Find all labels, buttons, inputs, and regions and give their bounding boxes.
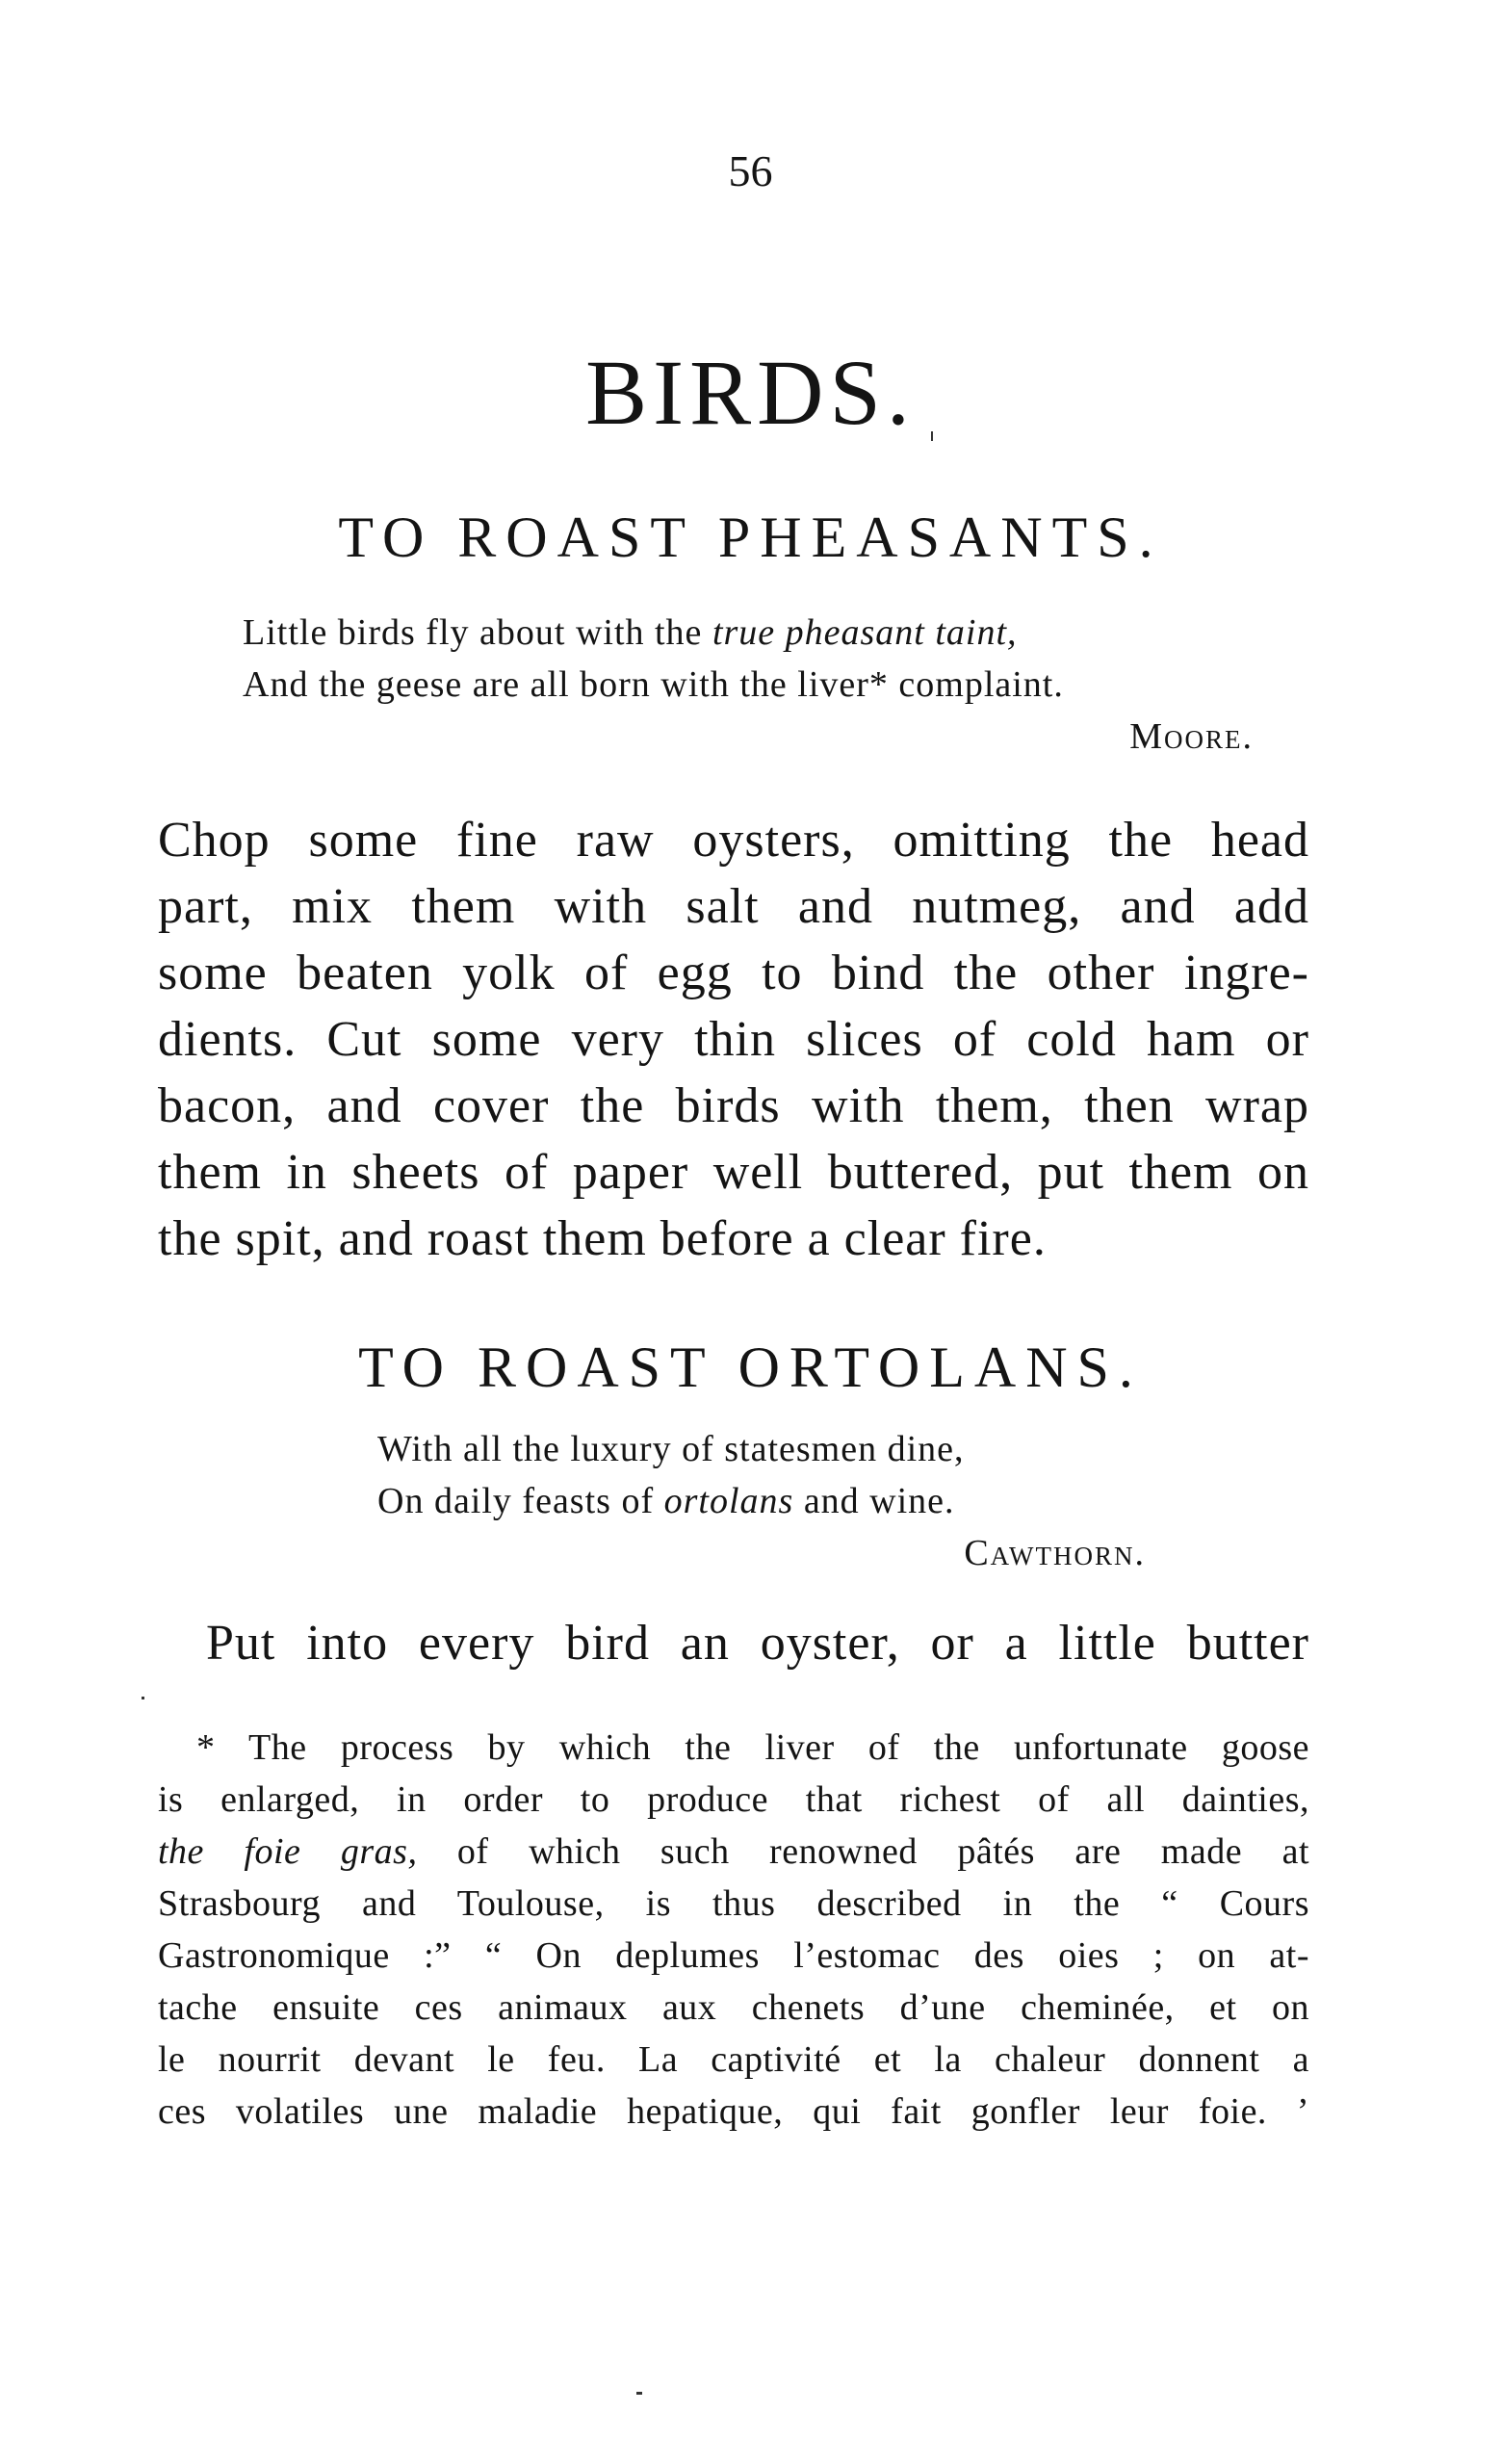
footnote xyxy=(158,1722,1309,2138)
recipe-title-pheasants: TO ROAST PHEASANTS. xyxy=(338,506,1163,569)
epigraph-ortolans xyxy=(377,1423,1146,1579)
body-line: some beaten yolk of egg to bind the other ingre- xyxy=(158,946,1309,1000)
footnote-line: ces volatiles une maladie hepatique, qui fait gonfler leur foie. ’ xyxy=(158,2091,1309,2132)
footnote-line: * The process by which the liver of the unfortunate goose xyxy=(196,1727,1309,1768)
footnote-line: is enlarged, in order to produce that richest of all dainties, xyxy=(158,1779,1309,1820)
footnote-line: le nourrit devant le feu. La captivité et la chaleur donnent a xyxy=(158,2039,1309,2080)
section-title: BIRDS. xyxy=(585,341,916,444)
scan-speck xyxy=(931,431,933,441)
epigraph-pheasants xyxy=(243,607,1254,763)
epigraph-attribution: Moore. xyxy=(1129,716,1254,757)
epigraph-line: On daily feasts of ortolans and wine. xyxy=(377,1481,955,1521)
footnote-line: Strasbourg and Toulouse, is thus described in the “ Cours xyxy=(158,1883,1309,1924)
footnote-line: tache ensuite ces animaux aux chenets d’une cheminée, et on xyxy=(158,1987,1309,2028)
recipe-body-ortolans xyxy=(206,1610,1309,1676)
epigraph-line: And the geese are all born with the liver* complaint. xyxy=(243,664,1064,705)
body-line: Chop some fine raw oysters, omitting the head xyxy=(158,813,1309,868)
footnote-line: the foie gras, of which such renowned pâtés are made at xyxy=(158,1831,1309,1872)
recipe-body-pheasants xyxy=(158,807,1309,1272)
scan-speck xyxy=(636,2392,642,2395)
body-line: bacon, and cover the birds with them, then wrap xyxy=(158,1078,1309,1133)
body-line: dients. Cut some very thin slices of cold ham or xyxy=(158,1012,1309,1067)
body-line: them in sheets of paper well buttered, put them on xyxy=(158,1145,1309,1200)
epigraph-attribution: Cawthorn. xyxy=(964,1533,1146,1573)
body-line: Put into every bird an oyster, or a little butter xyxy=(206,1616,1309,1671)
body-line: the spit, and roast them before a clear fire. xyxy=(158,1211,1047,1266)
scan-speck xyxy=(142,1697,144,1699)
body-line: part, mix them with salt and nutmeg, and add xyxy=(158,879,1309,934)
epigraph-line: Little birds fly about with the true pheasant taint, xyxy=(243,612,1018,653)
page-number: 56 xyxy=(728,146,773,195)
epigraph-line: With all the luxury of statesmen dine, xyxy=(377,1429,965,1469)
footnote-line: Gastronomique :” “ On deplumes l’estomac des oies ; on at- xyxy=(158,1935,1309,1976)
recipe-title-ortolans: TO ROAST ORTOLANS. xyxy=(358,1336,1143,1399)
